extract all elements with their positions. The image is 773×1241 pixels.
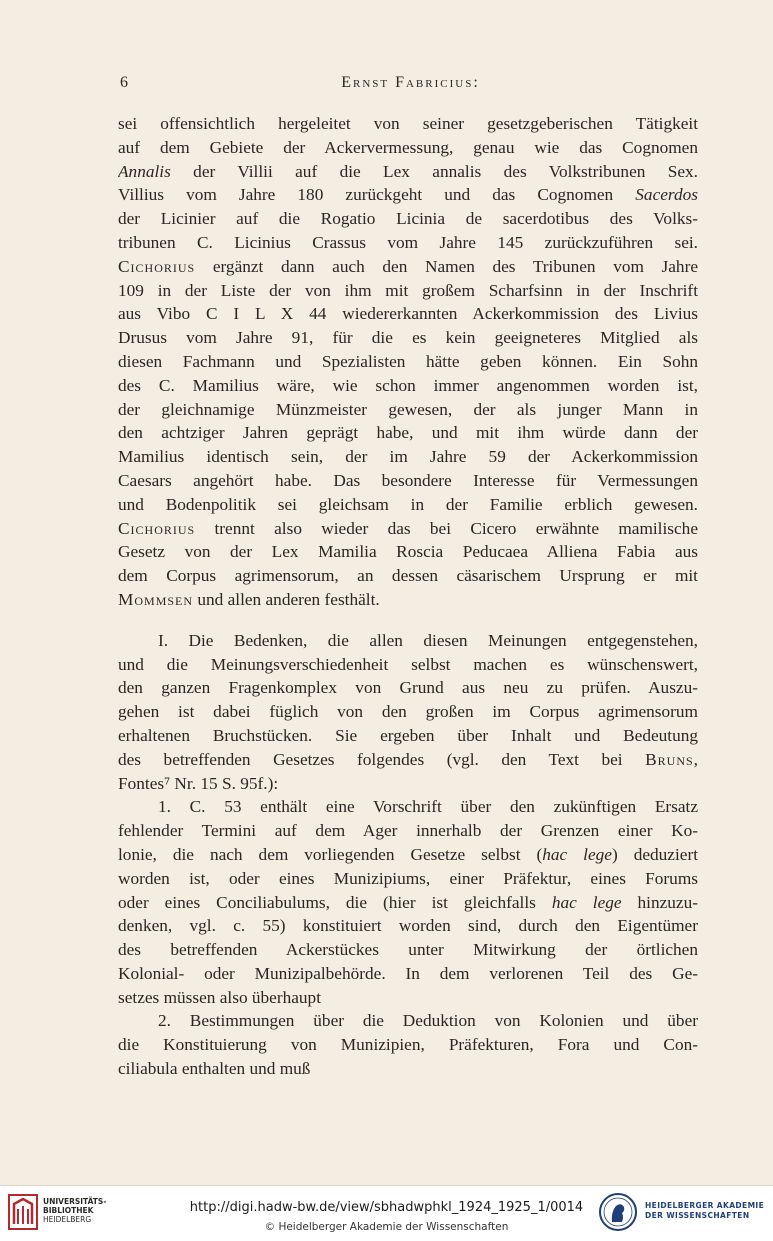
text-line: I. Die Bedenken, die allen diesen Meinungen entgegenstehen, <box>158 630 698 650</box>
text-line: 1. C. 53 enthält eine Vorschrift über den zukünftigen Ersatz <box>158 797 698 817</box>
paragraph-1 <box>118 112 698 612</box>
academy-name: HEIDELBERGER AKADEMIE DER WISSENSCHAFTEN <box>645 1201 765 1220</box>
text-line: setzes müssen also überhaupt <box>118 987 322 1007</box>
running-title: Ernst Fabricius: <box>341 74 480 91</box>
text-line: Mommsen und allen anderen festhält. <box>118 589 380 609</box>
text-line: gehen ist dabei füglich von den großen im Corpus agrimensorum <box>118 702 698 722</box>
text-line: Villius vom Jahre 180 zurückgeht und das Cognomen Sacerdos <box>118 185 698 205</box>
paragraph-4 <box>118 1009 698 1080</box>
paragraph-3 <box>118 795 698 1009</box>
copyright-notice: © Heidelberger Akademie der Wissenschaften <box>264 1221 509 1233</box>
text-line: tribunen C. Licinius Crassus vom Jahre 145 zurückzuführen sei. <box>118 232 698 252</box>
text-line: Cichorius ergänzt dann auch den Namen des Tribunen vom Jahre <box>118 256 698 276</box>
text-line: des betreffenden Ackerstückes unter Mitwirkung der örtlichen <box>118 940 698 960</box>
text-line: und die Meinungsverschiedenheit selbst machen es wünschenswert, <box>118 654 698 674</box>
text-line: Cichorius trennt also wieder das bei Cicero erwähnte mamilische <box>118 518 698 538</box>
text-line: Kolonial- oder Munizipalbehörde. In dem verlorenen Teil des Ge- <box>118 963 698 983</box>
text-line: Mamilius identisch sein, der im Jahre 59 der Ackerkommission <box>118 447 698 467</box>
text-line: Caesars angehört habe. Das besondere Interesse für Vermessungen <box>118 470 698 490</box>
text-line: denken, vgl. c. 55) konstituiert worden sind, durch den Eigentümer <box>118 916 698 936</box>
text-line: Fontes⁷ Nr. 15 S. 95f.): <box>118 773 279 793</box>
text-line: der Licinier auf die Rogatio Licinia de sacerdotibus des Volks- <box>118 209 698 229</box>
text-line: Annalis der Villii auf die Lex annalis des Volkstribunen Sex. <box>118 161 698 181</box>
text-line: worden ist, oder eines Munizipiums, einer Präfektur, eines Forums <box>118 868 698 888</box>
text-line: die Konstituierung von Munizipien, Präfekturen, Fora und Con- <box>118 1035 698 1055</box>
text-line: sei offensichtlich hergeleitet von seiner gesetzgeberischen Tätigkeit <box>118 114 698 133</box>
text-line: und Bodenpolitik sei gleichsam in der Familie erblich gewesen. <box>118 494 698 514</box>
text-line: des C. Mamilius wäre, wie schon immer angenommen worden ist, <box>118 375 698 395</box>
text-line: auf dem Gebiete der Ackervermessung, genau wie das Cognomen <box>118 137 698 157</box>
text-line: aus Vibo C I L X 44 wiedererkannten Ackerkommission des Livius <box>118 304 698 324</box>
viewer-footer <box>0 1185 773 1241</box>
text-line: 2. Bestimmungen über die Deduktion von Kolonien und über <box>158 1011 698 1031</box>
text-line: dem Corpus agrimensorum, an dessen cäsarischem Ursprung er mit <box>118 566 698 586</box>
document-url-link[interactable]: http://digi.hadw-bw.de/view/sbhadwphkl_1924_1925_1/0014 <box>189 1200 584 1215</box>
body-text <box>118 112 698 1081</box>
text-line: ciliabula enthalten und muß <box>118 1059 311 1079</box>
text-line: Drusus vom Jahre 91, für die es kein geeigneteres Mitglied als <box>118 328 698 348</box>
page-number: 6 <box>120 74 128 91</box>
text-line: den achtziger Jahren geprägt habe, und mit ihm würde dann der <box>118 423 698 443</box>
text-line: oder eines Conciliabulums, die (hier ist gleichfalls hac lege hinzuzu- <box>118 892 698 912</box>
text-line: diesen Fachmann und Spezialisten hätte geben können. Ein Sohn <box>118 351 698 371</box>
text-line: Gesetz von der Lex Mamilia Roscia Peducaea Alliena Fabia aus <box>118 542 698 562</box>
text-line: erhaltenen Bruchstücken. Sie ergeben über Inhalt und Bedeutung <box>118 725 698 745</box>
academy-seal-icon <box>598 1192 638 1232</box>
text-line: des betreffenden Gesetzes folgendes (vgl. den Text bei Bruns, <box>118 749 698 769</box>
text-line: den ganzen Fragenkomplex von Grund aus neu zu prüfen. Auszu- <box>118 678 698 698</box>
running-head <box>118 74 703 98</box>
paragraph-2 <box>118 629 698 796</box>
university-library-name: UNIVERSITÄTS- BIBLIOTHEK HEIDELBERG <box>43 1197 107 1224</box>
text-line: lonie, die nach dem vorliegenden Gesetze selbst (hac lege) deduziert <box>118 844 698 864</box>
text-line: der gleichnamige Münzmeister gewesen, der als junger Mann in <box>118 399 698 419</box>
text-line: fehlender Termini auf dem Ager innerhalb der Grenzen einer Ko- <box>118 821 698 841</box>
text-line: 109 in der Liste der von ihm mit großem Scharfsinn in der Inschrift <box>118 280 698 300</box>
